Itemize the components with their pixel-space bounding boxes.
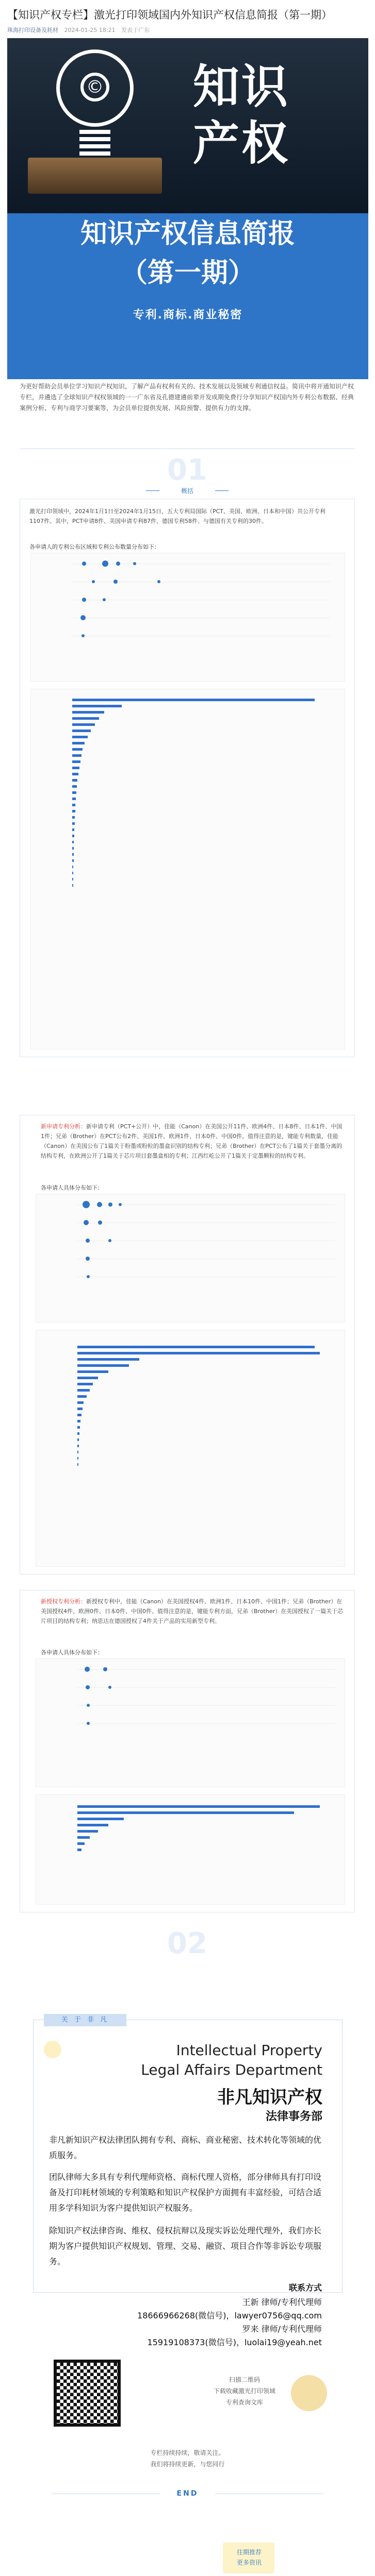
bubble bbox=[87, 1275, 90, 1278]
bar bbox=[77, 1432, 79, 1435]
bar bbox=[72, 711, 104, 714]
bubble bbox=[86, 1239, 90, 1243]
bar bbox=[77, 1451, 78, 1453]
bar bbox=[72, 748, 83, 751]
bubble bbox=[103, 598, 106, 601]
bubble bbox=[98, 1221, 102, 1225]
bar bbox=[77, 1463, 78, 1466]
bubble bbox=[108, 1239, 111, 1242]
bar bbox=[72, 841, 74, 843]
bar bbox=[72, 699, 315, 701]
bubble bbox=[113, 580, 118, 584]
bubble bbox=[81, 634, 85, 637]
section-number-tail: 02 bbox=[167, 1927, 207, 1960]
lightbulb-base bbox=[79, 130, 110, 156]
bubble bbox=[92, 580, 95, 583]
bubble bbox=[87, 1704, 90, 1707]
paragraph-text: 新申请专利（PCT+公开）中，佳能（Canon）在美国公开11件、欧洲4件、日本8件、日本1件、中国1件；兄弟（Brother）在PCT公布2件、美国1件、欧洲1件、日本0件、中国0件。值得注意的是，键能专利数量，佳能（Canon）在美国公布了1篇关于粉墨或粉粒的墨盒识别的结构专利；兄弟（Brother）在PCT公布了1篇关于套墨分离的结构专利，在欧洲公开了1篇关于芯片项目套墨盒相的专利；江西红屹公开了1篇关于定墨颗粒的结构专利。 bbox=[41, 1123, 343, 1159]
bar bbox=[77, 1364, 129, 1367]
red-label: 新授权专利分析： bbox=[41, 1598, 86, 1605]
thanks-text bbox=[0, 2447, 375, 2470]
bubble bbox=[97, 1202, 102, 1207]
article-meta bbox=[7, 26, 154, 34]
divider bbox=[20, 448, 355, 449]
bar-chart bbox=[36, 1330, 345, 1567]
bubble bbox=[82, 562, 86, 566]
section-card-2 bbox=[20, 1115, 355, 1574]
section-paragraph bbox=[41, 1597, 345, 1626]
bar bbox=[77, 1426, 80, 1429]
thanks-line-1: 专栏持续持续，敬请关注。 bbox=[150, 2449, 225, 2456]
section-paragraph bbox=[41, 1122, 345, 1161]
bubble bbox=[116, 562, 120, 566]
contact-info-2: 15919108373(微信号)，luolai19@yeah.net bbox=[147, 2337, 322, 2347]
bar bbox=[77, 1352, 320, 1354]
bubble bbox=[103, 1667, 107, 1671]
bar bbox=[72, 742, 85, 744]
bar bbox=[72, 767, 79, 769]
account-link[interactable]: 珠海打印设备及耗材 bbox=[7, 27, 58, 33]
bar bbox=[72, 828, 74, 831]
end-label: END bbox=[176, 2489, 199, 2498]
about-paragraph-1: 非凡新知识产权法律团队拥有专利、商标、商业秘密、技术转化等领域的优质服务。 bbox=[49, 2135, 322, 2160]
bar bbox=[77, 1389, 90, 1392]
bar bbox=[72, 754, 81, 757]
bar bbox=[72, 859, 74, 862]
bar-chart bbox=[36, 1794, 345, 1905]
contact-info-1: 18666966268(微信号)，lawyer0756@qq.com bbox=[137, 2311, 322, 2320]
mascot-image bbox=[291, 2375, 327, 2411]
qr-line-3: 专利查询文库 bbox=[225, 2399, 263, 2406]
section-label: 概括 bbox=[161, 485, 213, 497]
bar bbox=[77, 1824, 108, 1826]
contact-title: 联系方式 bbox=[288, 2283, 322, 2293]
lightbulb-icon bbox=[56, 49, 134, 127]
bar bbox=[72, 847, 74, 850]
bubble bbox=[87, 1722, 90, 1725]
article-title: 【知识产权专栏】激光打印领域国内外知识产权信息简报（第一期） bbox=[7, 9, 332, 21]
bar bbox=[77, 1383, 93, 1385]
bar bbox=[72, 878, 73, 880]
bar bbox=[77, 1818, 124, 1820]
bar bbox=[77, 1401, 84, 1404]
bar bbox=[72, 791, 76, 794]
bar bbox=[72, 773, 78, 775]
bar bbox=[72, 884, 73, 887]
bubble bbox=[86, 1685, 90, 1689]
bar bbox=[72, 723, 95, 726]
paragraph-text: 新授权专利中，佳能（Canon）在美国授权4件、欧洲1件、日本10件、中国1件；兄弟（Brother）在美国授权4件、欧洲0件、日本0件、中国0件。值得注意的是，键能专利方面，兄弟（Brother）在美国授权了一篇关于芯片项目的结构专利；纳思达在德国授权了4件关于产品的实用新型专利。 bbox=[41, 1598, 344, 1624]
bubble bbox=[85, 1667, 90, 1672]
chart-caption: 各申请人的专利公布区域和专利公布数量分布如下： bbox=[29, 544, 160, 550]
bar bbox=[77, 1346, 315, 1348]
bubble bbox=[102, 561, 108, 567]
bar bbox=[77, 1445, 79, 1447]
about-tab: 关 于 非 凡 bbox=[44, 2014, 126, 2026]
bubble bbox=[133, 562, 136, 565]
qr-section bbox=[33, 2354, 343, 2432]
banner-heading-2: （第一期） bbox=[120, 258, 255, 289]
bubble-chart bbox=[36, 1658, 345, 1787]
banner-heading-1: 知识产权信息简报 bbox=[80, 218, 295, 249]
department-zh-1: 非凡知识产权 bbox=[217, 2087, 322, 2108]
red-label: 新申请专利分析： bbox=[41, 1123, 86, 1130]
banner-big-text: 知识产权 bbox=[193, 60, 290, 171]
bubble bbox=[82, 598, 86, 602]
bar bbox=[72, 798, 76, 800]
bar bbox=[72, 853, 74, 856]
bar bbox=[72, 705, 122, 707]
bar bbox=[72, 717, 99, 720]
bar bbox=[77, 1358, 139, 1361]
cover-banner bbox=[7, 38, 368, 379]
bar bbox=[77, 1420, 80, 1422]
bar bbox=[72, 810, 75, 812]
contact-person-2: 罗来 律师/专利代理师 bbox=[242, 2324, 322, 2334]
section-paragraph: 激光打印领域中，2024年1月1日至2024年1月15日，五大专利局国际（PCT、美国、欧洲、日本和中国）共公开专利1107件。其中，PCT申请8件、美国申请专利87件、德国专利58件、与德国有关专利的30件。 bbox=[29, 508, 326, 524]
bar bbox=[72, 730, 91, 732]
bar bbox=[72, 816, 75, 819]
qr-line-1: 扫描二维码 bbox=[229, 2376, 260, 2383]
chart-caption: 各申请人具体分布如下： bbox=[41, 1649, 103, 1656]
bubble bbox=[84, 1220, 89, 1225]
section-card-1 bbox=[20, 499, 355, 1057]
section-number: 01 bbox=[167, 453, 207, 487]
bubble bbox=[80, 615, 86, 620]
about-paragraph-2: 团队律师大多具有专利代理师资格、商标代理人资格，部分律师具有打印设备及打印耗材领域的专利策略和知识产权保护方面拥有丰富经验，可结合适用多学科知识为客户提供知识产权服务。 bbox=[49, 2172, 322, 2213]
bar bbox=[72, 872, 73, 874]
more-line-1: 往期推荐 bbox=[236, 2549, 262, 2556]
bubble bbox=[108, 1202, 112, 1207]
qr-line-2: 下载收藏激光打印领域 bbox=[213, 2387, 275, 2395]
bar bbox=[72, 822, 75, 825]
bubble bbox=[83, 1201, 90, 1208]
bar bbox=[72, 736, 88, 738]
thanks-line-2: 我们将持续更新，与您同行 bbox=[150, 2461, 225, 2468]
bar bbox=[77, 1830, 98, 1833]
chart-caption: 各申请人具体分布如下： bbox=[41, 1184, 103, 1191]
banner-subheading: 专利.商标.商业秘密 bbox=[133, 309, 243, 321]
bar bbox=[77, 1370, 108, 1373]
copyright-icon: © bbox=[80, 73, 109, 101]
banner-illustration bbox=[7, 38, 368, 213]
publish-date: 2024-01-25 18:21 bbox=[64, 27, 116, 33]
bar bbox=[72, 785, 77, 788]
bar bbox=[77, 1836, 90, 1839]
bar bbox=[77, 1414, 81, 1416]
bubble-chart bbox=[36, 1194, 345, 1323]
department-zh-2: 法律事务部 bbox=[265, 2110, 322, 2123]
bubble bbox=[157, 580, 160, 583]
more-button[interactable] bbox=[231, 2547, 267, 2568]
bar bbox=[77, 1395, 87, 1398]
bar bbox=[77, 1811, 294, 1814]
bar bbox=[72, 866, 73, 868]
banner-title-area bbox=[7, 213, 368, 379]
bar bbox=[77, 1377, 98, 1379]
bubble bbox=[119, 1203, 122, 1206]
bar bbox=[72, 804, 75, 806]
bar bbox=[77, 1849, 81, 1851]
bubble bbox=[108, 1686, 111, 1689]
bubble bbox=[86, 1257, 90, 1261]
bar bbox=[72, 835, 74, 837]
bar bbox=[77, 1842, 85, 1845]
books-image bbox=[28, 158, 162, 194]
more-line-2: 更多资讯 bbox=[236, 2559, 262, 2566]
bar bbox=[77, 1408, 83, 1410]
contact-card bbox=[33, 2016, 343, 2293]
bar bbox=[72, 779, 77, 782]
about-paragraph-3: 除知识产权法律咨询、维权、侵权抗辩以及现实诉讼处理代理外，我们亦长期为客户提供知识产权规划、管理、交易、融资、项目合作等非诉讼专项服务。 bbox=[49, 2226, 322, 2266]
department-en-2: Legal Affairs Department bbox=[141, 2061, 322, 2078]
section-card-3 bbox=[20, 1590, 355, 1912]
department-en-1: Intellectual Property bbox=[176, 2042, 322, 2059]
bar bbox=[72, 760, 80, 763]
intro-paragraph: 为更好帮助会员单位学习知识产权知识，了解产品有权利有关的、技术发展以及领域专利通信权益。简讯中将开通知识产权专栏，并遴选了全球知识产权权领域的一一广东省及孔德建遴前辈开发成期免费行分享知识产权国内外专利公布数据、经典案例分析、专利与商学习要案等，为会员单位提供发展、风险预警、提供有力的支撑。 bbox=[20, 383, 354, 412]
bar bbox=[77, 1805, 320, 1808]
bubble-chart bbox=[30, 553, 345, 682]
bar-chart bbox=[30, 689, 345, 1049]
bar bbox=[77, 1457, 78, 1460]
qr-code[interactable] bbox=[54, 2360, 121, 2427]
publish-location: 发表于广东 bbox=[121, 27, 150, 33]
bar bbox=[77, 1438, 79, 1441]
contact-person-1: 王新 律师/专利代理师 bbox=[242, 2297, 322, 2307]
